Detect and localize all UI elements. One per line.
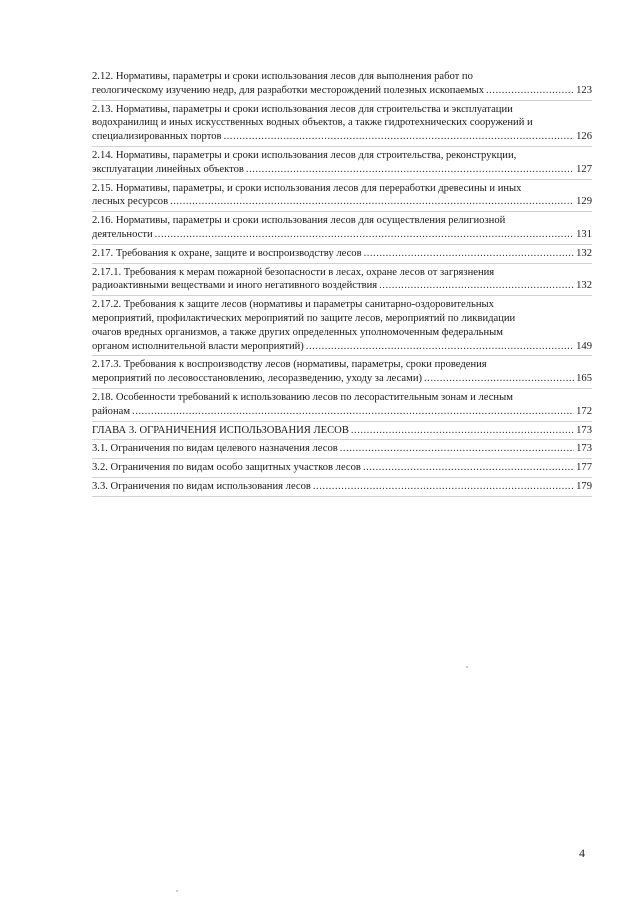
toc-page-number: 127 bbox=[576, 163, 592, 175]
toc-entry-text-line: водохранилищ и иных искусственных водных объектов, а также гидротехнических сооружений и bbox=[92, 117, 533, 129]
toc-entry bbox=[92, 356, 592, 389]
toc-entry-last-line bbox=[92, 461, 592, 475]
toc-entry-last-line bbox=[92, 84, 592, 98]
toc-entry-text-line: 2.17.1. Требования к мерам пожарной безопасности в лесах, охране лесов от загрязнения bbox=[92, 266, 495, 278]
toc-page-number: 179 bbox=[576, 480, 592, 492]
toc-entry bbox=[92, 264, 592, 297]
toc-entry-text-line: 2.14. Нормативы, параметры и сроки использования лесов для строительства, реконструкции, bbox=[92, 149, 517, 161]
toc-chapter-entry bbox=[92, 422, 592, 441]
toc-entry bbox=[92, 180, 592, 213]
toc-entry-title: радиоактивными веществами и иного негативного воздействия bbox=[92, 280, 378, 292]
toc-entry-text-line: очагов вредных организмов, а также других определенных уполномоченным федеральным bbox=[92, 326, 503, 338]
toc-dot-leader bbox=[170, 195, 574, 209]
toc-page-number: 132 bbox=[576, 280, 592, 292]
toc-entry-last-line bbox=[92, 195, 592, 209]
toc-entry-last-line bbox=[92, 405, 592, 419]
toc-entry bbox=[92, 440, 592, 459]
toc-entry-last-line bbox=[92, 442, 592, 456]
toc-entry-title: органом исполнительной власти мероприятий) bbox=[92, 340, 304, 352]
toc-entry-title: эксплуатации линейных объектов bbox=[92, 163, 244, 175]
toc-entry bbox=[92, 147, 592, 180]
toc-entry-text-line: 2.17.3. Требования к воспроизводству лесов (нормативы, параметры, сроки проведения bbox=[92, 359, 487, 371]
toc-entry bbox=[92, 101, 592, 147]
toc-entry-title: 3.3. Ограничения по видам использования лесов bbox=[92, 480, 311, 492]
toc-dot-leader bbox=[424, 372, 574, 386]
toc-dot-leader bbox=[306, 340, 574, 354]
toc-dot-leader bbox=[379, 279, 574, 293]
toc-dot-leader bbox=[132, 405, 574, 419]
toc-entry-title: 3.1. Ограничения по видам целевого назначения лесов bbox=[92, 443, 338, 455]
toc-page-number: 149 bbox=[576, 340, 592, 352]
toc-entry-text-line: 2.16. Нормативы, параметры и сроки использования лесов для осуществления религиозной bbox=[92, 215, 506, 227]
toc-entry-last-line bbox=[92, 228, 592, 242]
scan-speck bbox=[176, 890, 178, 892]
toc-dot-leader bbox=[351, 424, 574, 438]
toc-page-number: 132 bbox=[576, 247, 592, 259]
toc-page-number: 173 bbox=[576, 424, 592, 436]
toc-entry-title: 3.2. Ограничения по видам особо защитных участков лесов bbox=[92, 462, 361, 474]
toc-entry-title: районам bbox=[92, 405, 131, 417]
page-number: 4 bbox=[579, 846, 585, 860]
toc-page-number: 173 bbox=[576, 443, 592, 455]
toc-entry-last-line bbox=[92, 372, 592, 386]
toc-page-number: 165 bbox=[576, 373, 592, 385]
toc-entry-text-line: мероприятий, профилактических мероприятий по защите лесов, мероприятий по ликвидации bbox=[92, 312, 516, 324]
toc-entry-last-line bbox=[92, 424, 592, 438]
toc-entry bbox=[92, 68, 592, 101]
toc-dot-leader bbox=[363, 461, 574, 475]
toc-page-number: 177 bbox=[576, 462, 592, 474]
toc-entry bbox=[92, 296, 592, 356]
toc-page-number: 129 bbox=[576, 196, 592, 208]
toc-entry-last-line bbox=[92, 163, 592, 177]
toc-entry-text-line: 2.18. Особенности требований к использованию лесов по лесорастительным зонам и лесным bbox=[92, 391, 513, 403]
toc-entry bbox=[92, 478, 592, 497]
toc-entry-title: мероприятий по лесовосстановлению, лесоразведению, уходу за лесами) bbox=[92, 373, 423, 385]
toc-entry-text-line: 2.17.2. Требования к защите лесов (нормативы и параметры санитарно-оздоровительных bbox=[92, 299, 494, 311]
toc-dot-leader bbox=[246, 163, 574, 177]
toc-dot-leader bbox=[155, 228, 574, 242]
toc-dot-leader bbox=[364, 247, 575, 261]
toc-dot-leader bbox=[486, 84, 574, 98]
toc-entry-title: геологическому изучению недр, для разработки месторождений полезных ископаемых bbox=[92, 84, 484, 96]
toc-entry-last-line bbox=[92, 279, 592, 293]
toc-entry-title: лесных ресурсов bbox=[92, 196, 169, 208]
toc-entry-title: деятельности bbox=[92, 228, 153, 240]
toc-entry-title: 2.17. Требования к охране, защите и воспроизводству лесов bbox=[92, 247, 362, 259]
toc-entry-title: ГЛАВА 3. ОГРАНИЧЕНИЯ ИСПОЛЬЗОВАНИЯ ЛЕСОВ bbox=[92, 424, 349, 436]
toc-entry-last-line bbox=[92, 480, 592, 494]
toc-entry-text-line: 2.15. Нормативы, параметры, и сроки использования лесов для переработки древесины и иных bbox=[92, 182, 522, 194]
toc-entry-text-line: 2.13. Нормативы, параметры и сроки использования лесов для строительства и эксплуатации bbox=[92, 103, 513, 115]
toc-entry bbox=[92, 212, 592, 245]
toc-page-number: 172 bbox=[576, 405, 592, 417]
scan-speck bbox=[466, 666, 468, 668]
table-of-contents bbox=[92, 68, 592, 497]
toc-entry-title: специализированных портов bbox=[92, 131, 222, 143]
toc-page-number: 131 bbox=[576, 228, 592, 240]
toc-page-number: 126 bbox=[576, 131, 592, 143]
toc-entry bbox=[92, 389, 592, 422]
toc-entry-last-line bbox=[92, 130, 592, 144]
toc-entry bbox=[92, 459, 592, 478]
toc-dot-leader bbox=[313, 480, 574, 494]
toc-entry-last-line bbox=[92, 247, 592, 261]
toc-dot-leader bbox=[340, 442, 574, 456]
toc-dot-leader bbox=[224, 130, 575, 144]
toc-page-number: 123 bbox=[576, 84, 592, 96]
toc-entry-text-line: 2.12. Нормативы, параметры и сроки использования лесов для выполнения работ по bbox=[92, 71, 473, 82]
toc-entry-last-line bbox=[92, 340, 592, 354]
toc-entry bbox=[92, 245, 592, 264]
